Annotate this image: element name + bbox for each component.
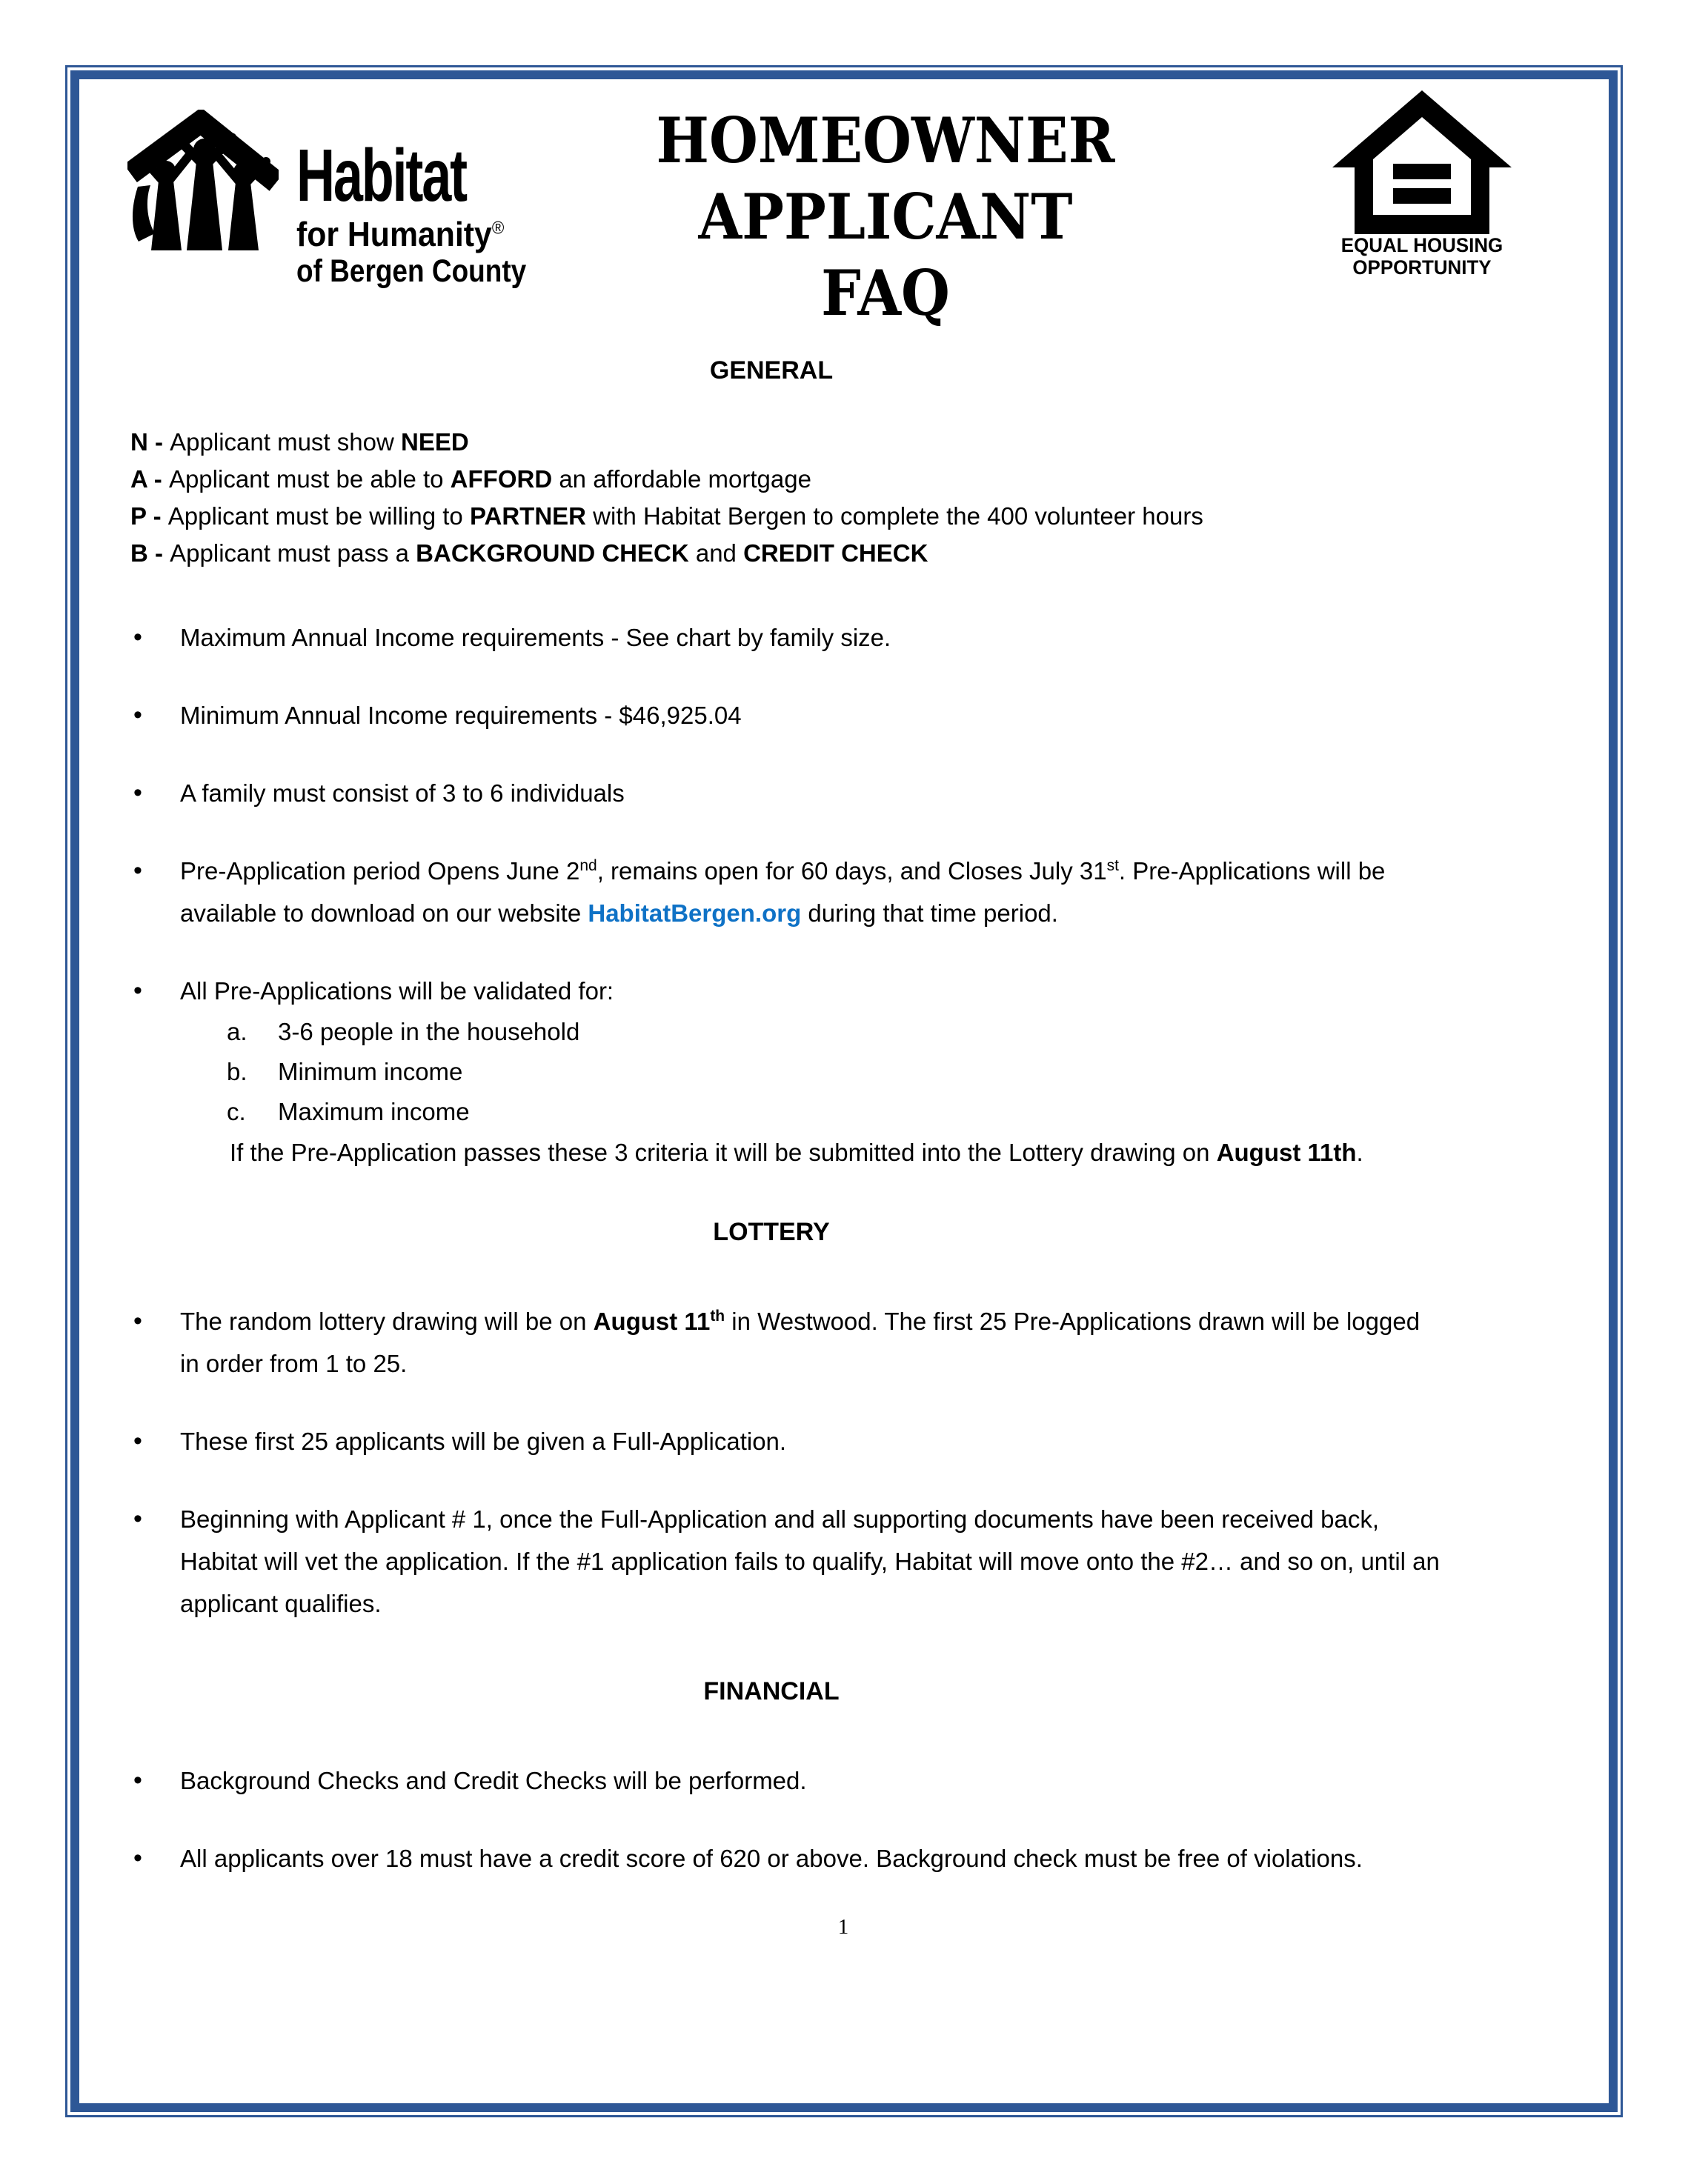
bullet-icon: • xyxy=(133,1766,142,1794)
document-content xyxy=(130,89,1556,1940)
section-heading-financial: FINANCIAL xyxy=(703,1677,840,1705)
equal-housing-line1: EQUAL HOUSING xyxy=(1340,234,1503,256)
bullet-validation xyxy=(130,970,1556,1012)
sublist-label-a: a. xyxy=(227,1018,247,1045)
principle-background: B - Applicant must pass a BACKGROUND CHECK and CREDIT CHECK xyxy=(130,539,928,567)
principle-need: N - Applicant must show NEED xyxy=(130,428,469,456)
bullet-lottery-drawing-text: The random lottery drawing will be on August 11th in Westwood. The first 25 Pre-Applications drawn will be logged in order from 1 to 25. xyxy=(180,1308,1420,1377)
habitatbergen-link[interactable]: HabitatBergen.org xyxy=(588,899,802,927)
bullet-credit-score-text: All applicants over 18 must have a credit score of 620 or above. Background check must be free of violations. xyxy=(180,1845,1363,1872)
logo-name: Habitat xyxy=(296,134,466,217)
bullet-min-income xyxy=(130,694,1556,736)
sublist-text-c: Maximum income xyxy=(278,1098,470,1125)
bullet-vetting-order-text: Beginning with Applicant # 1, once the Full-Application and all supporting documents have been received back, Habitat will vet the application. If the #1 application fails to qualify, Habitat will move onto the #2… and so on, until an applicant qualifies. xyxy=(180,1505,1440,1617)
habitat-logo-text xyxy=(296,136,564,290)
bullet-credit-score xyxy=(130,1837,1556,1880)
validation-sublist xyxy=(130,1012,1556,1132)
sublist-label-b: b. xyxy=(227,1058,247,1085)
page-number: 1 xyxy=(837,1915,849,1939)
bullet-icon: • xyxy=(133,701,142,729)
napb-principles xyxy=(130,424,1556,572)
bullet-vetting-order xyxy=(130,1498,1556,1625)
page-title xyxy=(622,102,1149,331)
bullet-icon: • xyxy=(133,1307,142,1335)
section-heading-lottery: LOTTERY xyxy=(713,1218,830,1246)
bullet-validation-text: All Pre-Applications will be validated for: xyxy=(180,977,614,1005)
document-header xyxy=(130,89,1556,330)
bullet-full-application-text: These first 25 applicants will be given a Full-Application. xyxy=(180,1428,787,1455)
bullet-max-income-text: Maximum Annual Income requirements - See chart by family size. xyxy=(180,624,891,651)
equal-housing-line2: OPPORTUNITY xyxy=(1352,256,1492,279)
logo-tagline xyxy=(296,215,545,253)
page-title-line1: HOMEOWNER xyxy=(656,104,1115,177)
bullet-icon: • xyxy=(133,779,142,807)
bullet-icon: • xyxy=(133,976,142,1005)
equal-housing-logo xyxy=(1325,89,1519,279)
equal-housing-text xyxy=(1329,234,1515,279)
bullet-full-application xyxy=(130,1420,1556,1462)
logo-region: of Bergen County xyxy=(296,253,527,289)
sublist-item-b xyxy=(130,1052,1556,1092)
lottery-bullet-list xyxy=(130,1300,1556,1625)
bullet-icon: • xyxy=(133,856,142,885)
general-bullet-list xyxy=(130,616,1556,1173)
equal-housing-icon xyxy=(1325,89,1519,234)
registered-mark: ® xyxy=(491,218,505,239)
bullet-checks-performed xyxy=(130,1759,1556,1802)
bullet-lottery-drawing xyxy=(130,1300,1556,1385)
page-title-line2: APPLICANT FAQ xyxy=(698,180,1073,330)
section-heading-general: GENERAL xyxy=(709,356,834,384)
bullet-preapplication-period xyxy=(130,850,1556,934)
bullet-family-size-text: A family must consist of 3 to 6 individuals xyxy=(180,779,625,807)
sublist-item-c xyxy=(130,1092,1556,1132)
bullet-family-size xyxy=(130,772,1556,814)
bullet-icon: • xyxy=(133,623,142,651)
habitat-logo-icon xyxy=(127,110,279,256)
financial-bullet-list xyxy=(130,1759,1556,1880)
sublist-item-a xyxy=(130,1012,1556,1052)
lottery-submission-note: If the Pre-Application passes these 3 criteria it will be submitted into the Lottery drawing on August 11th. xyxy=(230,1139,1363,1166)
principle-partner: P - Applicant must be willing to PARTNER with Habitat Bergen to complete the 400 volunteer hours xyxy=(130,502,1203,530)
bullet-icon: • xyxy=(133,1505,142,1533)
bullet-icon: • xyxy=(133,1427,142,1455)
sublist-label-c: c. xyxy=(227,1098,246,1125)
sublist-text-a: 3-6 people in the household xyxy=(278,1018,580,1045)
sublist-text-b: Minimum income xyxy=(278,1058,463,1085)
principle-afford: A - Applicant must be able to AFFORD an affordable mortgage xyxy=(130,465,811,493)
bullet-preapplication-period-text: Pre-Application period Opens June 2nd, remains open for 60 days, and Closes July 31st. Pre-Applications will be available to download on our website HabitatBergen.org during that time period. xyxy=(180,857,1386,927)
logo-tagline-text: for Humanity xyxy=(296,215,492,253)
bullet-icon: • xyxy=(133,1844,142,1872)
bullet-max-income xyxy=(130,616,1556,659)
bullet-checks-performed-text: Background Checks and Credit Checks will be performed. xyxy=(180,1767,807,1794)
bullet-min-income-text: Minimum Annual Income requirements - $46,925.04 xyxy=(180,702,742,729)
